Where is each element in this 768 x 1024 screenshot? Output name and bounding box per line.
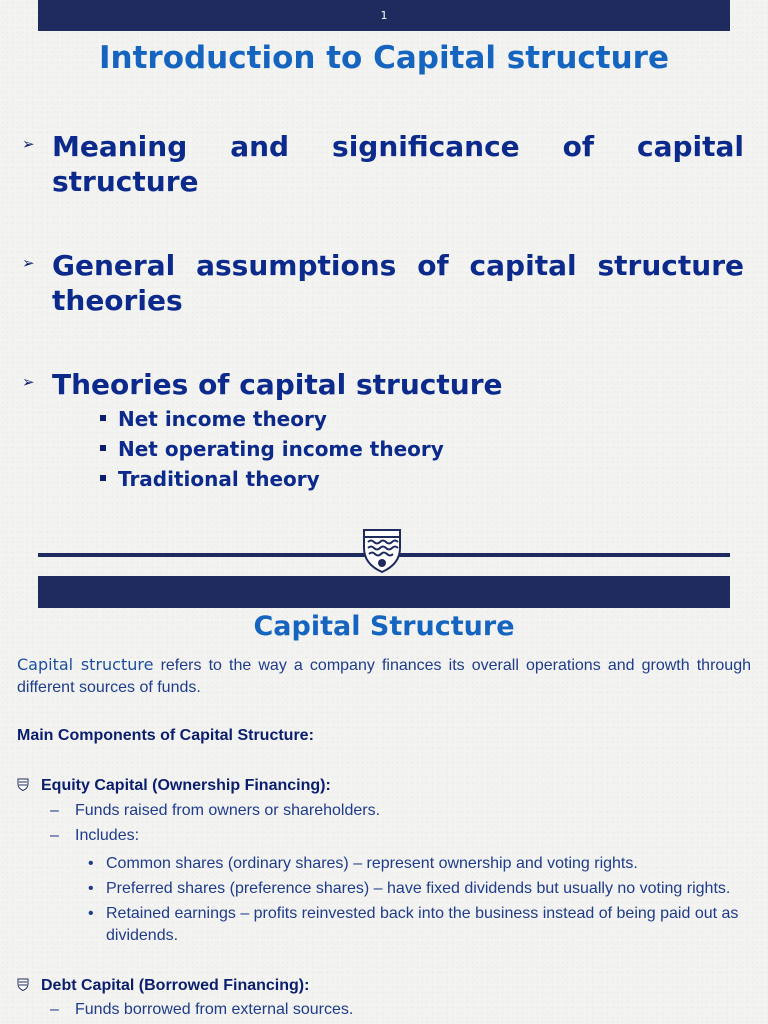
debt-item-text: Funds borrowed from external sources. [75, 1001, 354, 1018]
arrow-bullet-icon: ➢ [22, 254, 35, 272]
equity-subitem-text: Preferred shares (preference shares) – have fixed dividends but usually no voting rights. [106, 880, 731, 897]
intro-text: refers to the way a company finances its overall operations and growth through different sources of funds. [17, 657, 752, 696]
top-header-bar [38, 0, 730, 31]
theory-item [100, 404, 444, 434]
dash-bullet: – [50, 1001, 59, 1018]
arrow-bullet-icon: ➢ [22, 373, 35, 391]
university-crest-icon [361, 528, 403, 574]
equity-subitem [88, 878, 748, 900]
theory-list [100, 404, 444, 494]
dash-bullet: – [50, 827, 59, 844]
main-components-heading: Main Components of Capital Structure: [17, 727, 314, 744]
shield-bullet-icon [17, 978, 29, 991]
slide2-title: Capital Structure [253, 611, 515, 642]
equity-item [50, 827, 139, 845]
intro-paragraph [17, 654, 751, 699]
theory-item-text: Net income theory [118, 407, 327, 431]
bullet-text: Meaning and significance of capital structure [52, 130, 744, 198]
square-bullet-icon [100, 475, 106, 481]
equity-item-text: Includes: [75, 827, 140, 844]
equity-item [50, 802, 380, 820]
equity-subitem-text: Common shares (ordinary shares) – represent ownership and voting rights. [106, 855, 638, 872]
equity-item-text: Funds raised from owners or shareholders. [75, 802, 381, 819]
dot-bullet: • [88, 880, 94, 897]
equity-heading [17, 777, 331, 795]
debt-heading [17, 977, 309, 995]
equity-subitem-text: Retained earnings – profits reinvested back into the business instead of being paid out as dividends. [106, 905, 739, 944]
intro-term: Capital structure [17, 655, 154, 674]
debt-heading-text: Debt Capital (Borrowed Financing): [41, 977, 310, 994]
theory-item [100, 464, 444, 494]
bullet-text: Theories of capital structure [52, 368, 503, 401]
arrow-bullet-icon: ➢ [22, 135, 35, 153]
square-bullet-icon [100, 445, 106, 451]
theory-item-text: Traditional theory [118, 467, 320, 491]
dot-bullet: • [88, 855, 94, 872]
page-number: 1 [380, 9, 388, 22]
theory-item-text: Net operating income theory [118, 437, 444, 461]
equity-subitem [88, 903, 748, 947]
bullet-text: General assumptions of capital structure theories [52, 249, 744, 317]
dot-bullet: • [88, 905, 94, 922]
debt-item [50, 1001, 353, 1019]
dash-bullet: – [50, 802, 59, 819]
equity-heading-text: Equity Capital (Ownership Financing): [41, 777, 331, 794]
equity-subitem [88, 853, 748, 875]
bullet-assumptions [22, 248, 744, 318]
slide1-title: Introduction to Capital structure [98, 40, 669, 76]
slide2-header-bar [38, 576, 730, 608]
square-bullet-icon [100, 415, 106, 421]
bullet-theories [22, 367, 744, 402]
theory-item [100, 434, 444, 464]
bullet-meaning [22, 129, 744, 199]
shield-bullet-icon [17, 778, 29, 791]
